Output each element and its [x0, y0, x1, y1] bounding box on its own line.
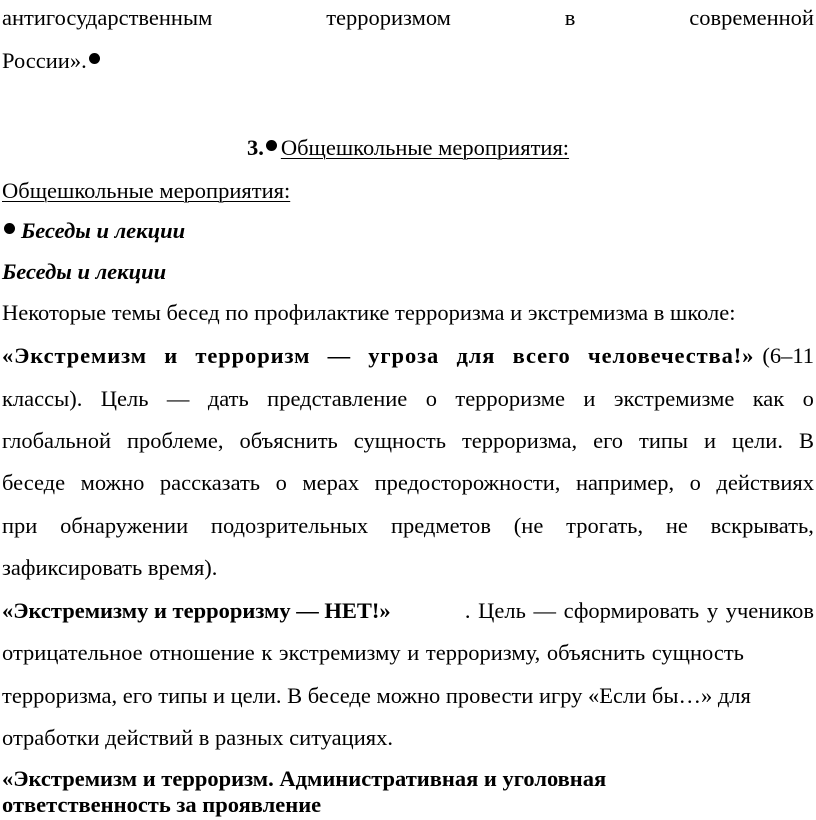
- word: предосторожности,: [374, 470, 561, 495]
- topic3-line-2: [2, 794, 814, 817]
- word: (не: [513, 513, 544, 538]
- word: Цель: [100, 386, 149, 411]
- word: вскрывать,: [710, 513, 814, 538]
- section-number: 3.: [246, 135, 264, 160]
- word: подозрительных: [210, 513, 369, 538]
- topic1-grade: (6–11: [762, 343, 814, 368]
- title-word: —: [327, 343, 351, 368]
- section-title-repeat-line: [2, 180, 814, 203]
- topic3-line-2-text: ответственность за проявление: [2, 792, 322, 817]
- section-title: Общешкольные мероприятия:: [280, 135, 570, 160]
- topic3-line-1-text: «Экстремизм и терроризм. Административная и уголовная: [2, 766, 607, 791]
- topic2-line-1-rest: . Цель — сформировать у учеников: [464, 598, 814, 623]
- word: о: [689, 470, 701, 495]
- word: В: [798, 428, 814, 453]
- topic1-line-5: [2, 515, 814, 538]
- word: терроризме: [455, 386, 566, 411]
- topic2-line-3-text: терроризма, его типы и цели. В беседе можно провести игру «Если бы…» для: [2, 683, 751, 708]
- title-word: угроза: [368, 343, 440, 368]
- word: проблеме,: [127, 428, 224, 453]
- word: представление: [267, 386, 408, 411]
- word: предметов: [390, 513, 492, 538]
- word: и: [583, 386, 596, 411]
- topic2-line-2-text: отрицательное отношение к экстремизму и терроризму, объяснить сущность: [2, 640, 744, 665]
- topics-intro-text: Некоторые темы бесед по профилактике терроризма и экстремизма в школе:: [2, 300, 736, 325]
- intro-word: терроризмом: [326, 5, 451, 30]
- word: глобальной: [2, 428, 112, 453]
- word: о: [275, 470, 287, 495]
- intro-word: в: [564, 5, 576, 30]
- topic1-line-3: [2, 430, 814, 453]
- topic2-line-3: [2, 685, 814, 708]
- topic1-line-6: [2, 557, 814, 580]
- word: его: [593, 428, 623, 453]
- section-heading: [2, 137, 814, 160]
- word: беседе: [2, 470, 66, 495]
- topic2-line-2: [2, 642, 814, 665]
- topic1-title: [2, 345, 754, 368]
- word: классы).: [2, 386, 83, 411]
- intro-line-2-text: России».: [2, 48, 87, 73]
- topic1-line-2: [2, 388, 814, 411]
- word: терроризма,: [461, 428, 578, 453]
- title-word: всего: [512, 343, 571, 368]
- intro-line-2: [2, 50, 814, 73]
- word: действиях: [716, 470, 814, 495]
- subsection-heading: [2, 220, 814, 243]
- section-title-repeat: Общешкольные мероприятия:: [2, 178, 291, 203]
- intro-word: антигосударственным: [2, 5, 213, 30]
- topic1-line-6-text: зафиксировать время).: [2, 555, 218, 580]
- bullet-icon: [266, 140, 277, 151]
- title-word: терроризм: [195, 343, 311, 368]
- intro-word: современной: [689, 5, 814, 30]
- word: трогать,: [566, 513, 644, 538]
- title-word: для: [456, 343, 496, 368]
- bullet-icon: [4, 223, 15, 234]
- word: мерах: [302, 470, 360, 495]
- topics-intro: [2, 302, 814, 325]
- word: цели.: [732, 428, 783, 453]
- word: например,: [575, 470, 675, 495]
- word: и: [704, 428, 717, 453]
- word: объяснить: [239, 428, 338, 453]
- topic2-line-4-text: отработки действий в разных ситуациях.: [2, 725, 393, 750]
- topic1-line-4: [2, 472, 814, 495]
- topic1-title-line: [2, 345, 814, 368]
- title-word: и: [164, 343, 179, 368]
- word: обнаружении: [60, 513, 189, 538]
- word: сущность: [353, 428, 446, 453]
- topic2-title-line: [2, 600, 814, 623]
- subsection-title-repeat: Беседы и лекции: [2, 259, 167, 284]
- topic3-line-1: [2, 768, 814, 791]
- topic2-title: «Экстремизму и терроризму — НЕТ!»: [2, 598, 391, 623]
- subsection-heading-repeat-line: [2, 261, 814, 284]
- word: как: [752, 386, 785, 411]
- word: —: [166, 386, 190, 411]
- word: можно: [80, 470, 145, 495]
- subsection-title: Беседы и лекции: [21, 218, 186, 243]
- word: о: [802, 386, 814, 411]
- title-word: «Экстремизм: [2, 343, 147, 368]
- word: о: [425, 386, 437, 411]
- word: экстремизме: [613, 386, 735, 411]
- intro-line-1: [2, 7, 814, 30]
- title-word: человечества!»: [587, 343, 755, 368]
- topic2-line-4: [2, 727, 814, 750]
- word: типы: [638, 428, 689, 453]
- word: не: [665, 513, 688, 538]
- bullet-icon: [89, 53, 100, 64]
- word: дать: [207, 386, 249, 411]
- word: рассказать: [159, 470, 261, 495]
- word: при: [2, 513, 38, 538]
